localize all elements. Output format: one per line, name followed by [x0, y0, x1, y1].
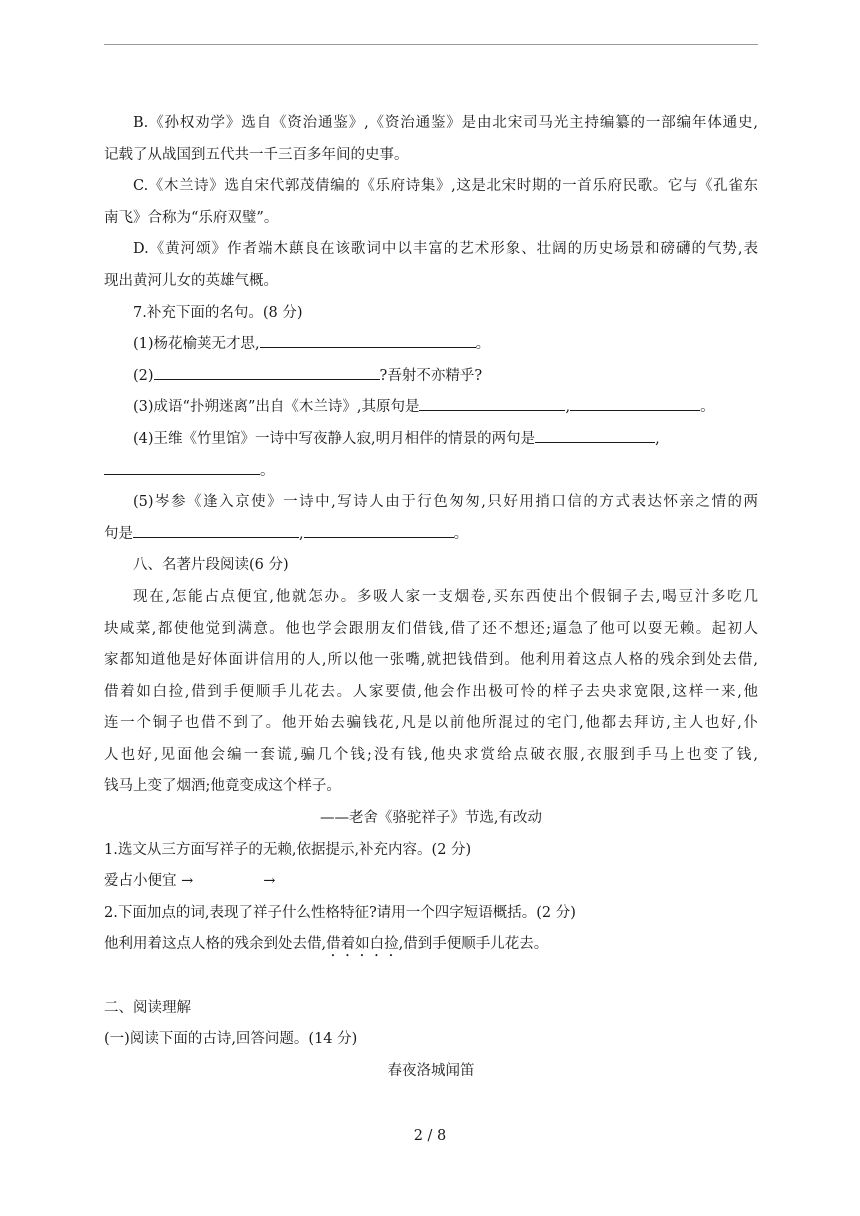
q7-item-5-comma: , [299, 525, 304, 542]
passage-source: ——老舍《骆驼祥子》节选,有改动 [319, 810, 543, 827]
q7-item-2 [104, 361, 758, 393]
passage-line-1: 现在,怎能占点便宜,他就怎办。多吸人家一支烟卷,买东西使出个假铜子去,喝豆汁多吃几 [133, 588, 758, 605]
section8-q2: 2.下面加点的词,表现了祥子什么性格特征?请用一个四字短语概括。(2 分) [104, 904, 576, 921]
q2-sentence-post: ,借到手便顺手儿花去。 [398, 936, 549, 953]
q7-item-3-comma: , [565, 399, 571, 416]
passage-line-5: 连一个铜子也借不到了。他开始去骗钱花,凡是以前他所混过的宅门,他都去拜访,主人也好,仆 [104, 715, 758, 732]
q7-title: 7.补充下面的名句。(8 分) [133, 304, 303, 321]
passage-line-7: 钱马上变了烟酒;他竟变成这个样子。 [104, 778, 341, 795]
q7-item-4-blank-1[interactable] [535, 424, 655, 443]
q7-item-4-blank-2[interactable] [104, 456, 260, 475]
passage-line-3: 家都知道他是好体面讲信用的人,所以他一张嘴,就把钱借到。他利用着这点人格的残余到处去借, [104, 652, 758, 669]
section8-title: 八、名著片段阅读(6 分) [133, 557, 289, 574]
q7-item-5-blank-2[interactable] [304, 519, 454, 538]
option-d-line-2: 现出黄河儿女的英雄气概。 [104, 272, 278, 289]
q7-item-3 [104, 392, 758, 424]
q7-item-5-blank-1[interactable] [133, 519, 299, 538]
header-rule [104, 44, 758, 45]
q7-item-2-blank[interactable] [154, 361, 380, 380]
poem-title: 春夜洛城闻笛 [387, 1062, 475, 1079]
section2-sub: (一)阅读下面的古诗,回答问题。(14 分) [104, 1031, 358, 1048]
arrow-icon-1: → [181, 873, 194, 890]
option-b-line-2: 记载了从战国到五代共一千三百多年间的史事。 [104, 146, 409, 163]
q7-item-5-line-1: (5)岑参《逢入京使》一诗中,写诗人由于行色匆匆,只好用捎口信的方式表达怀亲之情的两 [133, 494, 758, 511]
q7-item-4 [104, 424, 758, 456]
q1-hint-text: 爱占小便宜 [104, 873, 177, 890]
q2-sentence-pre: 他利用着这点人格的残余到处去借, [104, 936, 327, 953]
q7-item-4-end: 。 [260, 462, 275, 479]
q7-item-3-blank-1[interactable] [419, 392, 565, 411]
section8-q2-sentence [104, 929, 758, 961]
q7-item-3-text: (3)成语“扑朔迷离”出自《木兰诗》,其原句是 [133, 399, 420, 416]
q7-item-5-end: 。 [453, 525, 469, 542]
option-d-line-1: D.《黄河颂》作者端木蕻良在该歌词中以丰富的艺术形象、壮阔的历史场景和磅礴的气势,表 [133, 241, 758, 258]
q7-item-3-blank-2[interactable] [570, 392, 700, 411]
section2-title: 二、阅读理解 [104, 999, 191, 1016]
option-b-line-1: B.《孙权劝学》选自《资治通鉴》,《资治通鉴》是由北宋司马光主持编纂的一部编年体通史, [133, 115, 758, 131]
section8-q1: 1.选文从三方面写祥子的无赖,依据提示,补充内容。(2 分) [104, 841, 472, 858]
q7-item-1-text: (1)杨花榆荚无才思, [133, 336, 260, 353]
passage-line-4: 借着如白捡,借到手便顺手儿花去。人家要债,他会作出极可怜的样子去央求宽限,这样一来,他 [104, 683, 758, 700]
q7-item-4-comma: , [655, 430, 660, 447]
option-c-line-1: C.《木兰诗》选自宋代郭茂倩编的《乐府诗集》,这是北宋时期的一首乐府民歌。它与《孔雀东 [133, 178, 758, 195]
q7-item-4-text: (4)王维《竹里馆》一诗中写夜静人寂,明月相伴的情景的两句是 [133, 430, 536, 447]
page-content [104, 108, 758, 1087]
q7-item-2-end: ?吾射不亦精乎? [379, 367, 483, 384]
page-number: 2 / 8 [413, 1128, 447, 1144]
arrow-icon-2: → [263, 873, 276, 890]
section8-q1-hints [104, 866, 758, 898]
q7-item-1-end: 。 [475, 336, 491, 353]
q7-item-1 [104, 329, 758, 361]
q2-dotted-words: 借着如白捡 [326, 936, 399, 953]
q7-item-3-end: 。 [700, 399, 715, 416]
q7-item-2-text: (2) [133, 367, 154, 384]
passage-line-2: 块咸菜,都使他觉到满意。他也学会跟朋友们借钱,借了还不想还;逼急了他可以耍无赖。起初人 [104, 620, 758, 637]
q7-item-4-cont [104, 456, 758, 488]
q7-item-5-text: 句是 [104, 525, 133, 542]
option-c-line-2: 南飞》合称为“乐府双璧”。 [104, 209, 279, 226]
q7-item-1-blank[interactable] [260, 329, 476, 348]
passage-line-6: 人也好,见面他会编一套谎,骗几个钱;没有钱,他央求赏给点破衣服,衣服到手马上也变了钱, [104, 746, 758, 763]
q7-item-5-line-2 [104, 519, 758, 551]
